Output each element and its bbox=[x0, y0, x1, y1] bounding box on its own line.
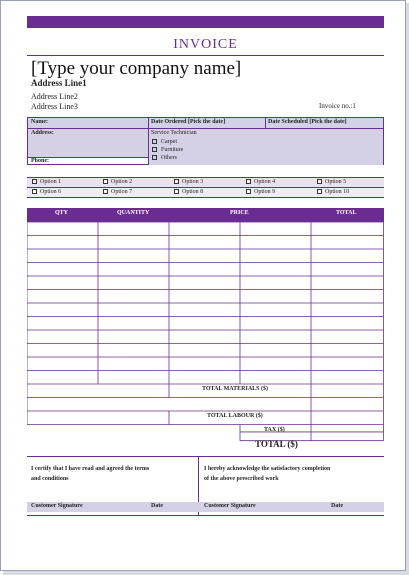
signature-row bbox=[27, 502, 384, 512]
tax-label: TAX ($) bbox=[264, 427, 285, 433]
checkbox-icon[interactable] bbox=[152, 155, 157, 160]
header-total: TOTAL bbox=[336, 210, 357, 216]
checkbox-icon[interactable] bbox=[32, 179, 37, 184]
checkbox-icon[interactable] bbox=[152, 147, 157, 152]
address-label: Address: bbox=[31, 130, 54, 136]
options-row-2 bbox=[27, 188, 384, 197]
option-1[interactable]: Option 1 bbox=[32, 178, 61, 187]
customer-signature-left[interactable]: Customer Signature bbox=[31, 503, 83, 509]
option-10[interactable]: Option 10 bbox=[317, 188, 349, 197]
checkbox-icon[interactable] bbox=[103, 179, 108, 184]
acknowledgement-text: I hereby acknowledge the satisfactory completion of the above prescribed work bbox=[204, 466, 331, 482]
date-ordered-field[interactable]: Date Ordered [Pick the date] bbox=[151, 119, 226, 125]
options-row-1 bbox=[27, 178, 384, 187]
checkbox-icon[interactable] bbox=[246, 189, 251, 194]
option-9[interactable]: Option 9 bbox=[246, 188, 275, 197]
total-label: TOTAL ($) bbox=[255, 439, 298, 449]
service-technician-label: Service Technician bbox=[151, 130, 197, 136]
phone-label: Phone: bbox=[31, 158, 49, 164]
option-6[interactable]: Option 6 bbox=[32, 188, 61, 197]
date-right[interactable]: Date bbox=[331, 503, 343, 509]
option-5[interactable]: Option 5 bbox=[317, 178, 346, 187]
checkbox-icon[interactable] bbox=[32, 189, 37, 194]
checkbox-icon[interactable] bbox=[103, 189, 108, 194]
total-materials-label: TOTAL MATERIALS ($) bbox=[202, 386, 269, 392]
service-carpet[interactable]: Carpet bbox=[149, 138, 180, 146]
options-bottom-line bbox=[27, 197, 384, 198]
header-price: PRICE bbox=[230, 210, 249, 216]
top-accent-bar bbox=[27, 16, 384, 28]
option-3[interactable]: Option 3 bbox=[174, 178, 203, 187]
customer-info-block bbox=[27, 117, 384, 165]
option-2[interactable]: Option 2 bbox=[103, 178, 132, 187]
checkbox-icon[interactable] bbox=[174, 189, 179, 194]
address-line-1[interactable]: Address Line1 bbox=[31, 78, 87, 88]
address-line-3[interactable]: Address Line3 bbox=[31, 102, 78, 111]
checkbox-icon[interactable] bbox=[174, 179, 179, 184]
service-furniture[interactable]: Furniture bbox=[149, 146, 186, 154]
checkbox-icon[interactable] bbox=[317, 189, 322, 194]
invoice-title: INVOICE bbox=[173, 37, 238, 52]
service-others[interactable]: Others bbox=[149, 154, 180, 162]
option-7[interactable]: Option 7 bbox=[103, 188, 132, 197]
terms-text: I certify that I have read and agreed the terms and conditions bbox=[31, 466, 150, 482]
address-line-2[interactable]: Address Line2 bbox=[31, 92, 78, 101]
company-name-field[interactable]: [Type your company name] bbox=[31, 58, 242, 79]
table-grid bbox=[27, 222, 384, 462]
header-quantity: QUANTITY bbox=[117, 210, 150, 216]
header-qty: QTY bbox=[55, 210, 69, 216]
option-8[interactable]: Option 8 bbox=[174, 188, 203, 197]
checkbox-icon[interactable] bbox=[317, 179, 322, 184]
name-label: Name: bbox=[31, 119, 48, 125]
date-left[interactable]: Date bbox=[151, 503, 163, 509]
option-4[interactable]: Option 4 bbox=[246, 178, 275, 187]
date-scheduled-field[interactable]: Date Scheduled [Pick the date] bbox=[268, 119, 347, 125]
checkbox-icon[interactable] bbox=[246, 179, 251, 184]
checkbox-icon[interactable] bbox=[152, 139, 157, 144]
invoice-number[interactable]: Invoice no.:1 bbox=[319, 102, 356, 110]
table-header bbox=[27, 208, 384, 222]
total-labour-label: TOTAL LABOUR ($) bbox=[207, 413, 263, 419]
title-divider bbox=[27, 55, 384, 56]
customer-signature-right[interactable]: Customer Signature bbox=[204, 503, 256, 509]
